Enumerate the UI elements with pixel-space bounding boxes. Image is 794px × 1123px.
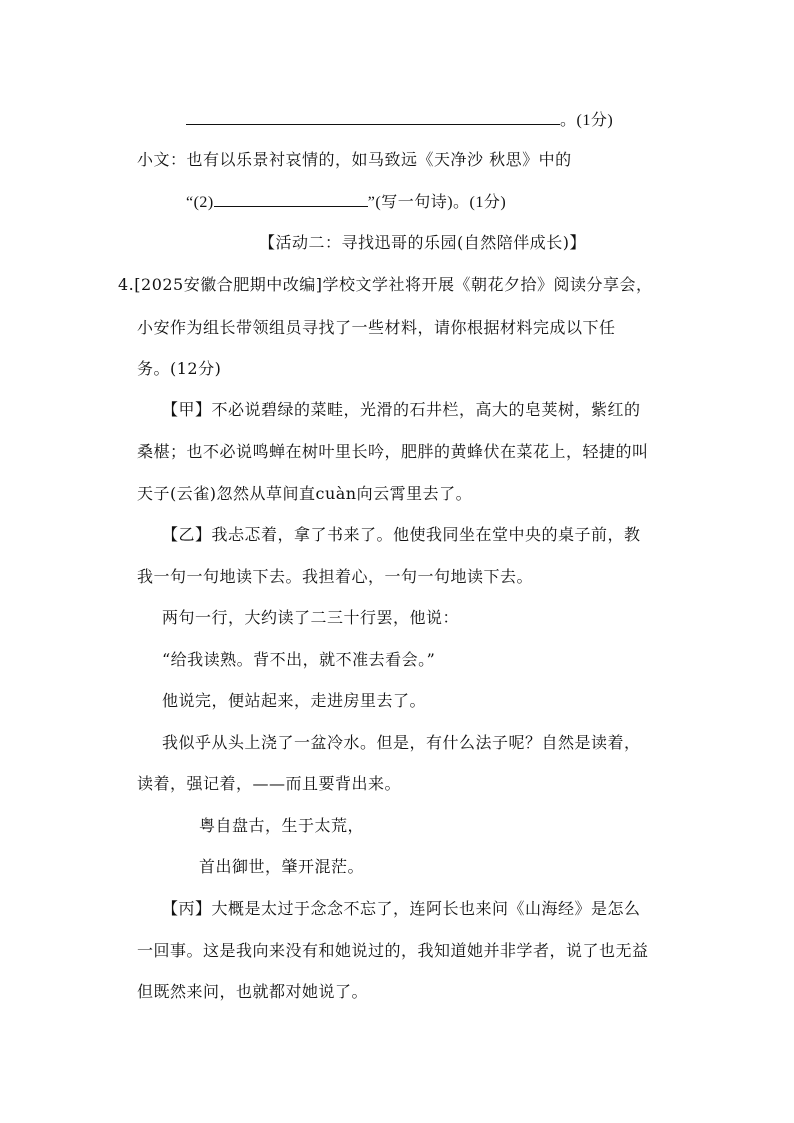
answer-blank-1[interactable]	[186, 108, 560, 125]
xiaowen-statement: 小文：也有以乐景衬哀情的，如马致远《天净沙 秋思》中的	[137, 150, 572, 169]
material-yi-line-6: 我似乎从头上浇了一盆冷水。但是，有什么法子呢？自然是读着，	[162, 733, 641, 752]
material-yi-line-5: 他说完，便站起来，走进房里去了。	[162, 691, 427, 710]
blank-2-instruction: ”(写一句诗)。(1分)	[367, 194, 507, 211]
answer-line-2	[186, 190, 506, 214]
question-4-line-2: 小安作为组长带领组员寻找了一些材料，请你根据材料完成以下任	[137, 318, 616, 337]
material-bing-line-3: 但既然来问，也就都对她说了。	[137, 982, 369, 1001]
material-yi-line-3: 两句一行，大约读了二三十行罢，他说：	[162, 608, 460, 627]
answer-blank-2[interactable]	[214, 190, 368, 207]
poem-line-2: 首出御世，肇开混茫。	[199, 857, 365, 876]
material-bing-line-1: 【丙】大概是太过于念念不忘了，连阿长也来问《山海经》是怎么	[162, 899, 641, 918]
material-jia-line-2: 桑椹；也不必说鸣蝉在树叶里长吟，肥胖的黄蜂伏在菜花上，轻捷的叫	[137, 442, 649, 461]
poem-line-1: 粤自盘古，生于太荒，	[199, 816, 365, 835]
material-bing-line-2: 一回事。这是我向来没有和她说过的，我知道她并非学者，说了也无益	[137, 941, 649, 960]
material-yi-line-2: 我一句一句地读下去。我担着心，一句一句地读下去。	[137, 567, 534, 586]
question-4-line-1: 4.[2025安徽合肥期中改编]学校文学社将开展《朝花夕拾》阅读分享会，	[118, 275, 653, 294]
material-yi-line-4: “给我读熟。背不出，就不准去看会。”	[162, 650, 436, 669]
material-yi-line-1: 【乙】我忐忑着，拿了书来了。他使我同坐在堂中央的桌子前，教	[162, 525, 641, 544]
blank-2-label: “(2)	[186, 194, 214, 211]
question-4-line-3: 务。(12分)	[137, 359, 222, 378]
score-note-1: 。(1分)	[560, 112, 614, 129]
material-yi-line-7: 读着，强记着，——而且要背出来。	[137, 774, 402, 793]
material-jia-line-1: 【甲】不必说碧绿的菜畦，光滑的石井栏，高大的皂荚树，紫红的	[162, 400, 641, 419]
answer-line-1	[186, 108, 613, 132]
material-jia-line-3: 天子(云雀)忽然从草间直cuàn向云霄里去了。	[137, 484, 473, 503]
activity-heading: 【活动二：寻找迅哥的乐园(自然陪伴成长)】	[259, 233, 586, 252]
